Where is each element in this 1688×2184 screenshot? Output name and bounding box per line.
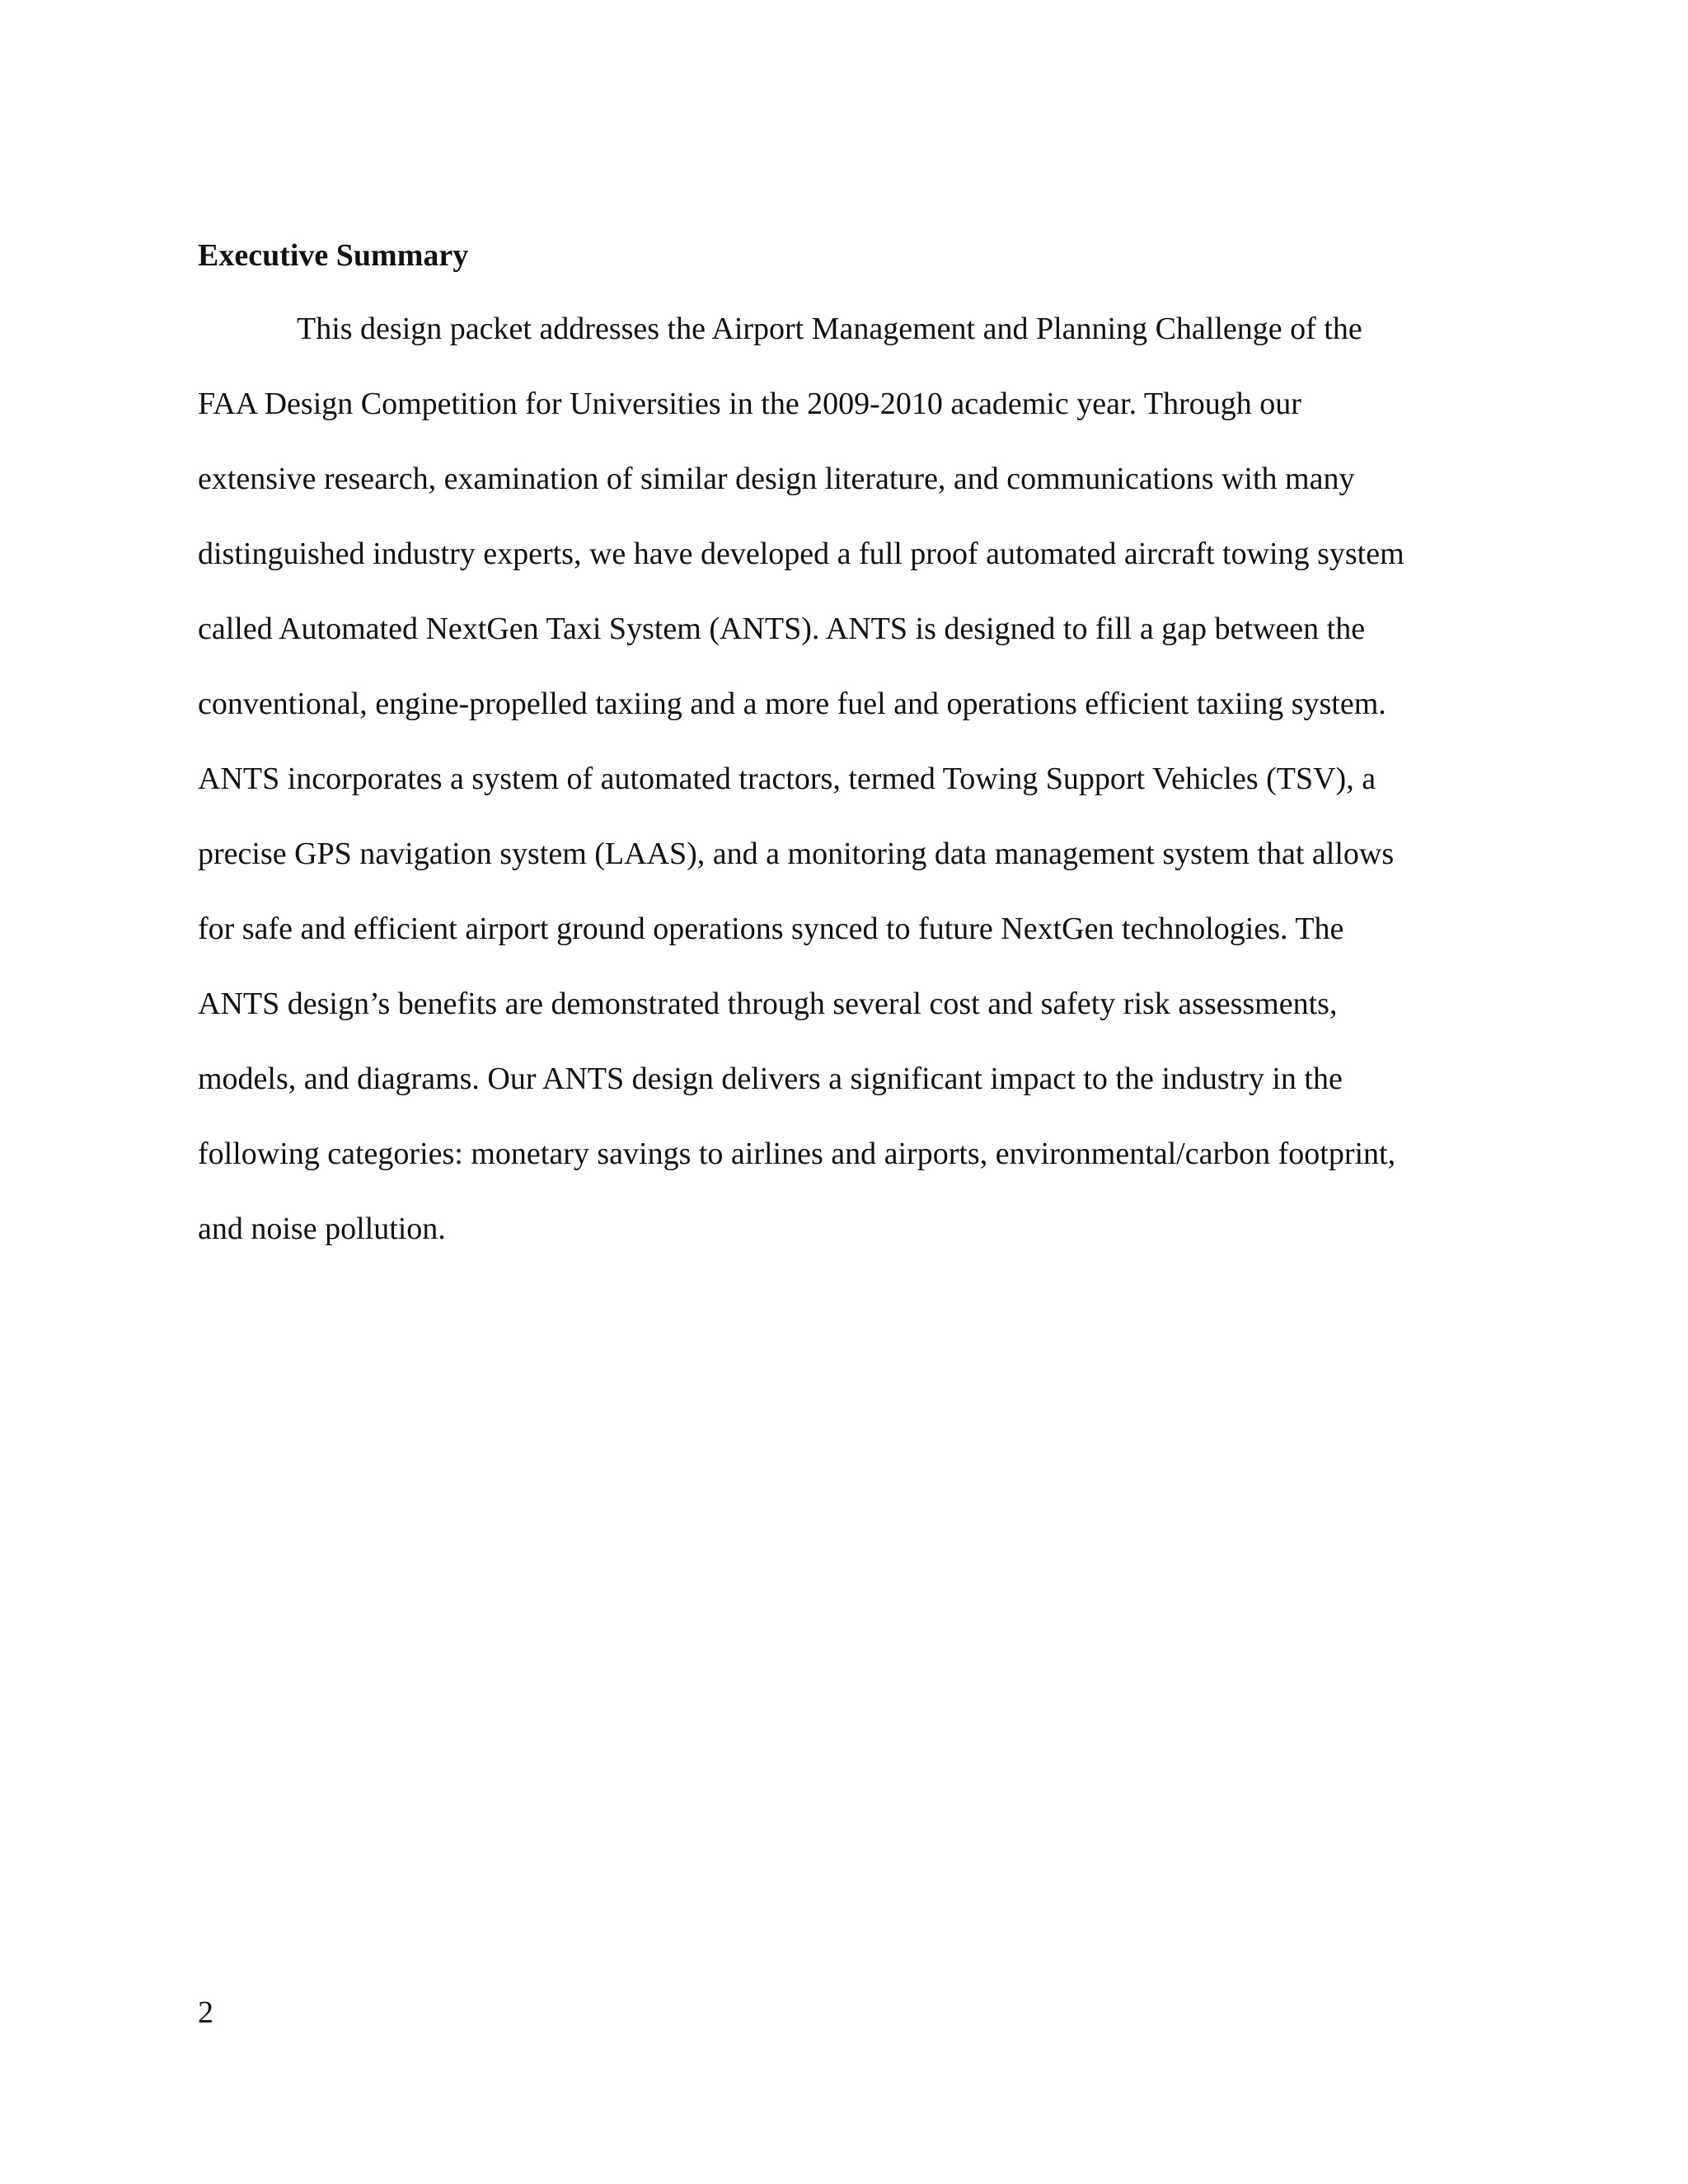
paragraph-line: This design packet addresses the Airport Management and Planning Challenge of the [297, 312, 1362, 346]
page-number: 2 [198, 1995, 213, 2030]
paragraph-line: called Automated NextGen Taxi System (ANTS). ANTS is designed to fill a gap between the [198, 612, 1366, 646]
paragraph-line: distinguished industry experts, we have developed a full proof automated aircraft towing system [198, 537, 1404, 571]
paragraph-line: precise GPS navigation system (LAAS), and a monitoring data management system that allows [198, 837, 1395, 871]
section-heading: Executive Summary [198, 238, 469, 273]
paragraph-line: and noise pollution. [198, 1212, 446, 1246]
paragraph-line: following categories: monetary savings to airlines and airports, environmental/carbon footprint, [198, 1137, 1396, 1171]
paragraph-line: extensive research, examination of similar design literature, and communications with many [198, 462, 1355, 496]
paragraph-line: for safe and efficient airport ground operations synced to future NextGen technologies. The [198, 912, 1344, 946]
paragraph-line: ANTS design’s benefits are demonstrated through several cost and safety risk assessments, [198, 987, 1338, 1021]
paragraph-line: ANTS incorporates a system of automated tractors, termed Towing Support Vehicles (TSV), a [198, 762, 1376, 796]
paragraph-line: FAA Design Competition for Universities in the 2009-2010 academic year. Through our [198, 387, 1301, 421]
paragraph-line: models, and diagrams. Our ANTS design delivers a significant impact to the industry in the [198, 1062, 1343, 1096]
paragraph-line: conventional, engine-propelled taxiing and a more fuel and operations efficient taxiing system. [198, 687, 1386, 721]
